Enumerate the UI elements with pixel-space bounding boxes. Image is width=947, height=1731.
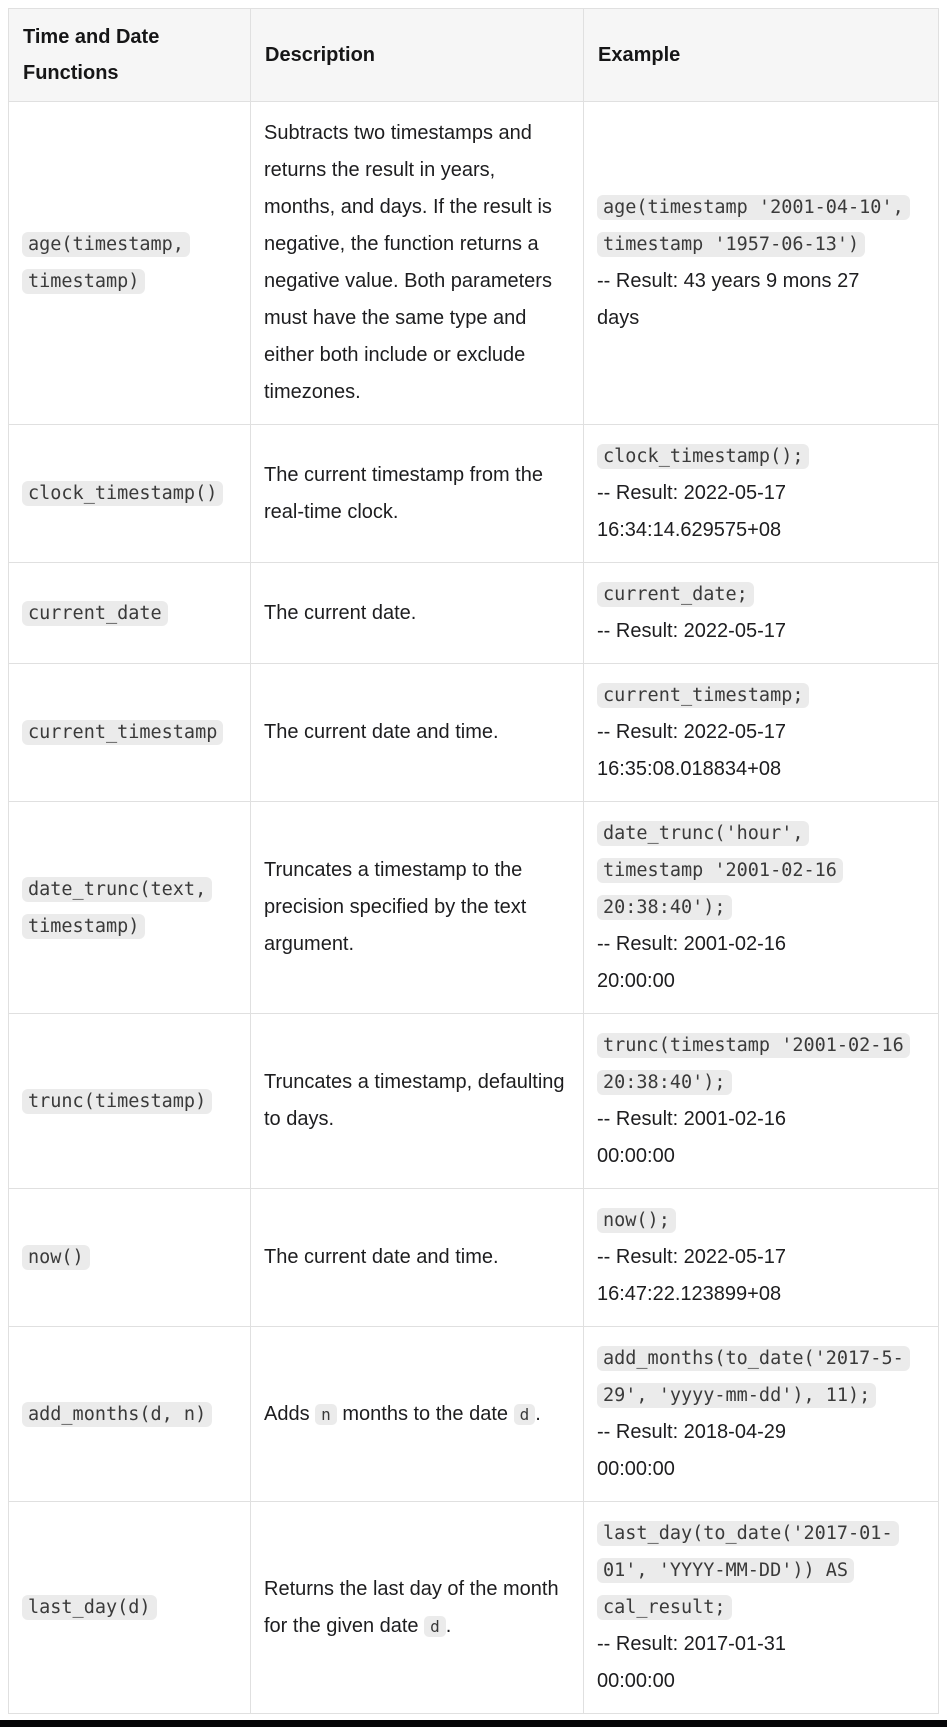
example-cell [584, 802, 939, 1014]
description-text: The current date and time. [264, 1246, 499, 1268]
description-text: Adds [264, 1402, 316, 1425]
inline-code-chip: d [424, 1616, 446, 1637]
function-code-chip: date_trunc(text, timestamp) [22, 877, 212, 939]
screenshot-bottom-edge [0, 1720, 947, 1727]
function-cell [9, 425, 251, 563]
example-cell [584, 1014, 939, 1189]
header-cell-description: Description [251, 9, 584, 102]
example-cell [584, 563, 939, 664]
table-row-trunc [9, 1014, 939, 1189]
table-row-now [9, 1189, 939, 1327]
function-cell [9, 1014, 251, 1189]
example-code-chip: now(); [597, 1208, 676, 1233]
description-cell [251, 102, 584, 425]
example-code-chip: age(timestamp '2001-04-10', timestamp '1957-06-13') [597, 195, 910, 257]
function-cell [9, 1502, 251, 1714]
header-cell-functions: Time and Date Functions [9, 9, 251, 102]
function-cell [9, 1327, 251, 1502]
inline-code-chip: n [315, 1404, 337, 1425]
function-cell [9, 802, 251, 1014]
function-code-chip: clock_timestamp() [22, 481, 223, 506]
function-code-chip: add_months(d, n) [22, 1402, 212, 1427]
table-row-add-months [9, 1327, 939, 1502]
function-code-chip: current_date [22, 601, 168, 626]
function-code-chip: trunc(timestamp) [22, 1089, 212, 1114]
description-text: . [535, 1402, 541, 1425]
function-cell [9, 563, 251, 664]
table-header-row [9, 9, 939, 102]
example-cell [584, 1502, 939, 1714]
description-cell [251, 664, 584, 802]
table-row-date-trunc [9, 802, 939, 1014]
table-row-current-date [9, 563, 939, 664]
description-cell [251, 1189, 584, 1327]
example-result-text: -- Result: 2017-01-31 00:00:00 [597, 1633, 786, 1692]
table-row-age [9, 102, 939, 425]
description-text: The current date and time. [264, 721, 499, 743]
description-text: Returns the last day of the month for the given date [264, 1577, 559, 1637]
function-cell [9, 102, 251, 425]
description-text: Truncates a timestamp to the precision specified by the text argument. [264, 859, 527, 955]
function-code-chip: age(timestamp, timestamp) [22, 232, 190, 294]
example-code-chip: current_timestamp; [597, 683, 809, 708]
function-code-chip: now() [22, 1245, 90, 1270]
example-result-text: -- Result: 2022-05-17 [597, 620, 786, 642]
description-text: The current date. [264, 601, 417, 624]
description-cell [251, 1502, 584, 1714]
function-code-chip: last_day(d) [22, 1595, 157, 1620]
example-code-chip: current_date; [597, 582, 754, 607]
description-cell [251, 802, 584, 1014]
function-cell [9, 664, 251, 802]
table-row-last-day [9, 1502, 939, 1714]
example-result-text: -- Result: 2022-05-17 16:35:08.018834+08 [597, 721, 786, 780]
table-row-clock-timestamp [9, 425, 939, 563]
description-cell [251, 563, 584, 664]
description-text: Subtracts two timestamps and returns the result in years, months, and days. If the result is negative, the function returns a negative value. Both parameters must have the same type and either both include or exclude timezones. [264, 122, 552, 403]
example-result-text: -- Result: 2001-02-16 20:00:00 [597, 933, 786, 992]
example-cell [584, 664, 939, 802]
example-cell [584, 1189, 939, 1327]
description-cell [251, 425, 584, 563]
example-result-text: -- Result: 2018-04-29 00:00:00 [597, 1421, 786, 1480]
description-text: Truncates a timestamp, defaulting to days. [264, 1071, 565, 1130]
table-row-current-timestamp [9, 664, 939, 802]
example-cell [584, 425, 939, 563]
example-code-chip: add_months(to_date('2017-5-29', 'yyyy-mm-dd'), 11); [597, 1346, 910, 1408]
header-cell-example: Example [584, 9, 939, 102]
description-text: . [445, 1614, 452, 1637]
time-date-functions-table [8, 8, 939, 1714]
example-code-chip: last_day(to_date('2017-01-01', 'YYYY-MM-DD')) AS cal_result; [597, 1521, 899, 1620]
example-result-text: -- Result: 2022-05-17 16:47:22.123899+08 [597, 1246, 786, 1305]
function-cell [9, 1189, 251, 1327]
example-result-text: -- Result: 2001-02-16 00:00:00 [597, 1108, 786, 1167]
description-text: The current timestamp from the real-time clock. [264, 463, 543, 523]
example-code-chip: date_trunc('hour', timestamp '2001-02-16 20:38:40'); [597, 821, 843, 920]
example-result-text: -- Result: 43 years 9 mons 27 days [597, 270, 860, 329]
description-cell [251, 1014, 584, 1189]
description-text: months to the date [336, 1402, 514, 1425]
example-cell [584, 1327, 939, 1502]
example-cell [584, 102, 939, 425]
example-code-chip: trunc(timestamp '2001-02-16 20:38:40'); [597, 1033, 910, 1095]
function-code-chip: current_timestamp [22, 720, 223, 745]
inline-code-chip: d [514, 1404, 536, 1425]
example-code-chip: clock_timestamp(); [597, 444, 809, 469]
description-cell [251, 1327, 584, 1502]
example-result-text: -- Result: 2022-05-17 16:34:14.629575+08 [597, 482, 786, 541]
